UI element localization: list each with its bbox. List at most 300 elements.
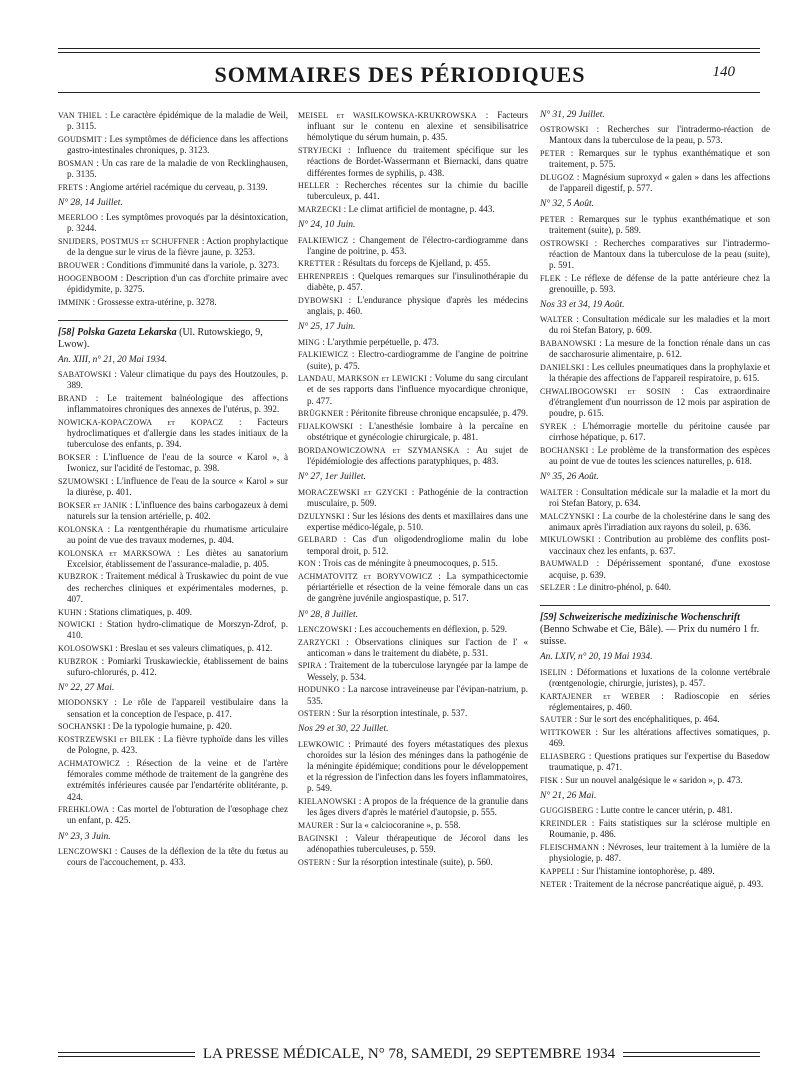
- author-name: DZULYNSKI: [298, 511, 345, 521]
- page-title: SOMMAIRES DES PÉRIODIQUES: [214, 62, 586, 87]
- author-name: ACHMATOWICZ: [58, 758, 121, 768]
- article-title: : Traitement de la nécrose pancréatique aiguë, p. 493.: [569, 878, 764, 889]
- article-entry: [298, 637, 528, 659]
- article-entry: [298, 445, 528, 467]
- journal-number: [59]: [540, 612, 557, 624]
- author-name: SNIJDERS, POSTMUS et SCHUFFNER: [58, 237, 200, 247]
- author-name: SABATOWSKI: [58, 369, 112, 379]
- issue-date: N° 21, 26 Mai.: [540, 791, 597, 802]
- author-name: SELZER: [540, 583, 571, 593]
- author-name: MORACZEWSKI et GZYCKI: [298, 487, 408, 497]
- author-name: BRAND: [58, 393, 88, 403]
- article-entry: [298, 204, 528, 215]
- journal-number: [58]: [58, 326, 75, 338]
- issue-date: N° 27, 1er Juillet.: [298, 472, 366, 483]
- article-entry: [540, 558, 770, 580]
- entry-list: [58, 212, 288, 308]
- author-name: FALKIEWICZ: [298, 350, 349, 360]
- column-2: [298, 110, 528, 869]
- article-entry: [298, 110, 528, 144]
- article-title: : Un cas rare de la maladie de von Recklinghausen, p. 3135.: [67, 157, 288, 180]
- article-entry: [58, 134, 288, 156]
- article-title: : Observations cliniques sur l'action de l' « anticoman » dans le traitement du diabète, p. 531.: [307, 636, 528, 658]
- author-name: OSTROWSKI: [540, 125, 589, 135]
- article-title: : L'endurance physique d'après les médecins anglais, p. 460.: [307, 295, 528, 317]
- author-name: IMMINK: [58, 297, 91, 307]
- article-title: : Consultation médicale sur les maladies et la mort du roi Stefan Batory, p. 609.: [549, 314, 770, 336]
- article-entry: [540, 582, 770, 593]
- article-title: : Les diètes au sanatorium Excelsior, établissement de l'assurance-maladie, p. 405.: [67, 547, 289, 569]
- journal-title: Polska Gazeta Lekarska: [77, 326, 177, 338]
- article-entry: [58, 476, 288, 498]
- article-entry: [58, 607, 288, 618]
- author-name: MEISEL et WASILKOWSKA-KRUKROWSKA: [298, 111, 477, 120]
- author-name: ACHMATOVITZ et BORYVOWICZ: [298, 572, 433, 582]
- author-name: HOOGENBOOM: [58, 273, 118, 283]
- author-name: DANIELSKI: [540, 363, 585, 373]
- article-entry: [58, 110, 288, 132]
- author-name: EHRENPREIS: [298, 272, 349, 282]
- author-name: KOSTRZEWSKI et BILEK: [58, 735, 155, 745]
- article-entry: [298, 487, 528, 509]
- author-name: NETER: [540, 879, 567, 889]
- author-name: BAGINSKI: [298, 833, 338, 843]
- journal-title: Schweizerische medizinische Wochenschrift: [559, 612, 740, 624]
- issue-date: N° 35, 26 Août.: [540, 472, 599, 483]
- entry-list: [298, 337, 528, 468]
- author-name: BOKSER et JANIK: [58, 500, 128, 510]
- author-name: ELIASBERG: [540, 752, 586, 762]
- article-title: : Quelques remarques sur l'insulinothérapie du diabète, p. 457.: [307, 271, 528, 293]
- article-entry: [58, 619, 288, 641]
- article-entry: [58, 260, 288, 271]
- author-name: LANDAU, MARKSON et LEWICKI: [298, 374, 428, 384]
- article-title: : Magnésium suproxyd « galen » dans les affections de l'appareil digestif, p. 577.: [549, 172, 770, 194]
- author-name: FREHKLOWA: [58, 805, 110, 815]
- article-title: : Primauté des foyers métastatiques des plexus choroïdes sur la lésion des méninges dans la pathogénie de la méningite épidémique; conditions pour le développement et la régression de l'infection dans les foyers inflammatoires, p. 549.: [307, 738, 528, 794]
- entry-list: [298, 487, 528, 605]
- article-entry: [58, 236, 288, 258]
- article-title: : Sur les lésions des dents et maxillaires dans une expertise médico-légale, p. 510.: [307, 510, 528, 532]
- article-entry: [540, 511, 770, 533]
- footer-text: LA PRESSE MÉDICALE, N° 78, SAMEDI, 29 SEPTEMBRE 1934: [202, 1046, 616, 1062]
- article-entry: [540, 818, 770, 840]
- entry-list: [540, 214, 770, 295]
- author-name: GOUDSMIT: [58, 134, 102, 144]
- author-name: MEERLOO: [58, 213, 99, 223]
- article-title: : A propos de la fréquence de la granulie dans les âges divers d'après le matériel d'autopsie, p. 555.: [307, 796, 528, 818]
- article-title: : Péritonite fibreuse chronique encapsulée, p. 479.: [345, 408, 528, 419]
- author-name: DYBOWSKI: [298, 296, 343, 306]
- article-title: : Sur la résorption intestinale, p. 537.: [332, 708, 468, 719]
- article-entry: [540, 667, 770, 689]
- author-name: MARZECKI: [298, 205, 342, 215]
- author-name: LEWKOWIC: [298, 739, 345, 749]
- author-name: BOKSER: [58, 452, 91, 462]
- author-name: BROUWER: [58, 260, 100, 270]
- article-title: : La courbe de la cholestérine dans le sang des animaux après l'irradiation aux rayons du soleil, p. 636.: [549, 510, 770, 532]
- author-name: BABANOWSKI: [540, 339, 597, 349]
- issue-date: Nos 29 et 30, 22 Juillet.: [298, 724, 389, 735]
- article-title: : Volume du sang circulant et de ses rapports dans l'influence myocardique chronique, p. 477.: [307, 373, 529, 406]
- article-title: : Electro-cardiogramme de l'angine de poitrine (suite), p. 475.: [307, 349, 528, 371]
- author-name: FALKIEWICZ: [298, 235, 349, 245]
- author-name: KARTAJENER et WEBER: [540, 691, 651, 701]
- author-name: FIJALKOWSKI: [298, 422, 354, 432]
- article-title: : Stations climatiques, p. 409.: [84, 606, 193, 617]
- article-title: : Breslau et ses valeurs climatiques, p. 412.: [115, 643, 273, 654]
- author-name: DLUGOZ: [540, 173, 575, 183]
- article-title: : Valeur climatique du pays des Houtzoules, p. 389.: [67, 368, 288, 391]
- article-title: : Le rôle de l'appareil vestibulaire dans la sensation et la conception de l'espace, p. 417.: [67, 697, 288, 719]
- article-entry: [298, 349, 528, 371]
- author-name: FLEISCHMANN: [540, 842, 600, 852]
- author-name: KUBZROK: [58, 572, 99, 582]
- author-name: WALTER: [540, 487, 573, 497]
- author-name: ISELIN: [540, 667, 567, 677]
- article-title: : Le traitement balnéologique des affections inflammatoires chroniques des annexes de l'utérus, p. 392.: [67, 392, 288, 415]
- author-name: FLEK: [540, 273, 561, 283]
- article-entry: [298, 180, 528, 202]
- article-title: : Recherches récentes sur la chimie du bacille tuberculeux, p. 441.: [307, 180, 529, 202]
- article-title: : Pathogénie de la contraction musculaire, p. 509.: [307, 486, 528, 508]
- article-entry: [58, 158, 288, 180]
- article-entry: [298, 511, 528, 533]
- article-entry: [298, 684, 528, 706]
- author-name: KUBZROK: [58, 656, 99, 666]
- author-name: NOWICKI: [58, 620, 95, 630]
- article-entry: [58, 297, 288, 308]
- article-title: : Recherches comparatives sur l'intradermo-réaction de Mantoux dans la tuberculose de la peau (suite), p. 591.: [549, 237, 770, 270]
- author-name: SZUMOWSKI: [58, 476, 109, 486]
- article-title: : Questions pratiques sur l'expertise du Basedow traumatique, p. 471.: [549, 751, 770, 773]
- author-name: OSTERN: [298, 857, 331, 867]
- entry-list: [58, 846, 288, 868]
- article-entry: [540, 842, 770, 864]
- author-name: SYREK: [540, 422, 568, 432]
- article-title: : L'influence des bains carbogazeux à demi naturels sur la tension artérielle, p. 402.: [67, 499, 288, 521]
- article-entry: [58, 548, 288, 570]
- article-title: : Facteurs influant sur le contenu en alexine et sensibilisatrice hémolytique du sérum humain, p. 435.: [307, 110, 528, 143]
- author-name: BRÜGKNER: [298, 409, 344, 419]
- author-name: OSTROWSKI: [540, 238, 589, 248]
- article-title: : L'influence de l'eau de la source « Karol » sur la diurèse, p. 401.: [67, 475, 288, 497]
- article-entry: [540, 445, 770, 467]
- author-name: LENCZOWSKI: [58, 846, 112, 856]
- author-name: HODUNKO: [298, 685, 340, 695]
- article-title: : Cas mortel de l'obturation de l'œsophage chez un enfant, p. 425.: [67, 804, 288, 826]
- entry-list: [58, 697, 288, 826]
- entry-list: [540, 124, 770, 194]
- author-name: KOLOSOWSKI: [58, 644, 113, 654]
- article-entry: [58, 656, 288, 678]
- author-name: KAPPELI: [540, 866, 575, 876]
- author-name: GUGGISBERG: [540, 806, 594, 816]
- article-title: : Névroses, leur traitement à la lumière de la physiologie, p. 487.: [549, 841, 770, 864]
- article-title: : Le climat artificiel de montagne, p. 443.: [343, 204, 495, 215]
- article-entry: [298, 558, 528, 569]
- article-title: : Action prophylactique de la dengue sur le virus de la fièvre jaune, p. 3253.: [67, 236, 288, 258]
- article-entry: [298, 796, 528, 818]
- page-number: 140: [712, 64, 735, 80]
- article-title: : Les cellules pneumatiques dans la prophylaxie et la thérapie des affections de l'appareil respiratoire, p. 615.: [549, 362, 770, 384]
- issue-date: Nos 33 et 34, 19 Août.: [540, 300, 625, 311]
- article-title: : La mesure de la fonction rénale dans un cas de saccharosurie alimentaire, p. 612.: [549, 338, 771, 360]
- article-title: : Sur les altérations affectives somatiques, p. 469.: [549, 727, 771, 749]
- article-title: : La sympathicectomie périartérielle et résection de la veine fémorale dans un cas de gangrène juvénile angiospastique, p. 517.: [307, 571, 528, 604]
- author-name: KREINDLER: [540, 819, 588, 829]
- entry-list: [298, 235, 528, 318]
- author-name: SOCHANSKI: [58, 722, 106, 732]
- article-entry: [298, 833, 528, 855]
- article-entry: [540, 214, 770, 236]
- article-entry: [58, 452, 288, 474]
- issue-date: N° 23, 3 Juin.: [58, 831, 111, 842]
- article-title: : Contribution au problème des conflits post-vaccinaux chez les enfants, p. 637.: [549, 534, 770, 556]
- article-entry: [298, 145, 528, 179]
- article-entry: [58, 804, 288, 826]
- author-name: WITTKOWER: [540, 728, 592, 738]
- issue-date: N° 31, 29 Juillet.: [540, 110, 605, 120]
- article-entry: [540, 805, 770, 816]
- entry-list: [298, 624, 528, 720]
- article-entry: [540, 238, 770, 272]
- article-entry: [58, 846, 288, 868]
- author-name: MIODONSKY: [58, 698, 109, 708]
- article-title: : Les symptômes provoqués par la désintoxication, p. 3244.: [67, 212, 289, 234]
- author-name: ZARZYCKI: [298, 637, 341, 647]
- article-title: : Influence du traitement spécifique sur les réactions de Bordet-Wassermann et Biernacki, dans quatre différentes formes de syphilis, p. 438.: [307, 145, 528, 178]
- article-title: : L'influence de l'eau de la source « Karol », à Iwonicz, sur l'acidité de l'estomac, p. 398.: [67, 451, 289, 474]
- volume-line: An. LXIV, n° 20, 19 Mai 1934.: [540, 652, 653, 663]
- article-title: : Trois cas de méningite à pneumocoques, p. 515.: [318, 558, 498, 569]
- entry-list: [540, 487, 770, 594]
- article-title: : Pomiarki Truskawieckie, établissement de bains sufuro-chlorurés, p. 412.: [67, 655, 288, 678]
- author-name: FISK: [540, 775, 559, 785]
- article-title: : Résultats du forceps de Kjelland, p. 455.: [337, 258, 491, 269]
- article-entry: [58, 417, 288, 451]
- article-title: : Grossesse extra-utérine, p. 3278.: [92, 296, 217, 307]
- article-entry: [298, 295, 528, 317]
- issue-date: N° 28, 8 Juillet.: [298, 609, 359, 620]
- article-entry: [298, 739, 528, 795]
- article-title: : Consultation médicale sur la maladie et la mort du roi Stefan Batory, p. 634.: [549, 486, 771, 508]
- article-title: : L'anesthésie lombaire à la percaïne en obstétrique et gynécologie chirurgicale, p. 481.: [307, 421, 529, 443]
- issue-date: N° 25, 17 Juin.: [298, 322, 356, 333]
- author-name: BOCHANSKI: [540, 445, 589, 455]
- entry-list: [540, 314, 770, 467]
- article-entry: [540, 714, 770, 725]
- author-name: BORDANOWICZOWNA et SZYMANSKA: [298, 445, 460, 455]
- article-entry: [540, 487, 770, 509]
- footer-rule-left: [58, 1052, 195, 1057]
- article-entry: [298, 235, 528, 257]
- article-title: : Déformations et luxations de la colonne vertébrale (rœntgenologie, chirurgie, juristes), p. 457.: [549, 666, 770, 688]
- article-title: : Valeur thérapeutique de Jécorol dans les adénopathies tuberculeuses, p. 559.: [307, 832, 528, 854]
- header-top-rule: [58, 48, 760, 53]
- article-title: : L'arythmie perpétuelle, p. 473.: [322, 336, 439, 347]
- article-title: : Sur l'histamine iontophorèse, p. 489.: [576, 865, 715, 876]
- author-name: KRETTER: [298, 259, 336, 269]
- article-entry: [540, 362, 770, 384]
- author-name: SAUTER: [540, 715, 573, 725]
- author-name: MIKULOWSKI: [540, 535, 595, 545]
- article-entry: [58, 273, 288, 295]
- page-footer: [58, 1046, 760, 1063]
- issue-date: N° 22, 27 Mai.: [58, 683, 115, 694]
- article-title: : Lutte contre le cancer utérin, p. 481.: [595, 805, 733, 816]
- article-title: : Remarques sur le typhus exanthématique et son traitement, p. 575.: [549, 148, 771, 170]
- author-name: KON: [298, 559, 316, 569]
- article-entry: [298, 271, 528, 293]
- article-entry: [58, 500, 288, 522]
- article-entry: [540, 172, 770, 194]
- article-entry: [58, 643, 288, 654]
- article-title: : Description d'un cas d'orchite primaire avec épididymite, p. 3275.: [67, 272, 288, 294]
- article-title: : Résection de la veine et de l'artère fémorales comme méthode de traitement de la gangrène des extrémités inférieures causée par l'endartérite oblitérante, p. 424.: [67, 757, 288, 802]
- author-name: LENCZOWSKI: [298, 624, 352, 634]
- article-entry: [540, 879, 770, 890]
- column-3: [540, 110, 770, 891]
- article-entry: [540, 775, 770, 786]
- author-name: KOLONSKA et MARKSOWA: [58, 548, 172, 558]
- entry-list: [540, 667, 770, 787]
- author-name: MAURER: [298, 821, 334, 831]
- article-entry: [540, 751, 770, 773]
- article-title: : Cas d'un oligodendrogliome malin du lobe temporal droit, p. 512.: [307, 534, 528, 556]
- author-name: KOLONSKA: [58, 524, 104, 534]
- article-entry: [540, 727, 770, 749]
- column-1: [58, 110, 288, 870]
- article-title: : Le dinitro-phénol, p. 640.: [572, 582, 672, 593]
- author-name: HELLER: [298, 181, 330, 191]
- article-title: : Conditions d'immunité dans la variole, p. 3273.: [101, 259, 280, 270]
- article-title: : Traitement de la tuberculose laryngée par la lampe de Wessely, p. 534.: [307, 660, 528, 682]
- article-entry: [540, 534, 770, 556]
- author-name: VAN THIEL: [58, 111, 102, 120]
- author-name: FRETS: [58, 182, 84, 192]
- article-entry: [58, 721, 288, 732]
- article-entry: [58, 212, 288, 234]
- article-title: : L'hémorragie mortelle du péritoine causée par cirrhose hépatique, p. 617.: [549, 421, 770, 443]
- article-title: : Facteurs hydroclimatiques et d'allergie dans les stades initiaux de la tuberculose des enfants, p. 394.: [67, 416, 289, 450]
- author-name: GELBARD: [298, 535, 338, 545]
- author-name: PETER: [540, 149, 566, 159]
- article-entry: [540, 314, 770, 336]
- article-entry: [540, 273, 770, 295]
- article-entry: [298, 421, 528, 443]
- article-title: : Traitement médical à Truskawiec du point de vue des recherches cliniques et expérimentales modernes, p. 407.: [67, 571, 288, 604]
- author-name: OSTERN: [298, 709, 331, 719]
- article-entry: [540, 124, 770, 146]
- article-entry: [298, 857, 528, 868]
- footer-rule-right: [623, 1052, 760, 1057]
- article-entry: [298, 660, 528, 682]
- article-title: : Sur la résorption intestinale (suite), p. 560.: [332, 856, 493, 867]
- article-title: : Le problème de la transformation des espèces au point de vue de toutes les sciences naturelles, p. 618.: [549, 444, 770, 467]
- article-title: : De la typologie humaine, p. 420.: [107, 721, 232, 732]
- article-entry: [58, 758, 288, 803]
- entry-list: [298, 110, 528, 215]
- article-title: : Faits statistiques sur la sclérose multiple en Roumanie, p. 486.: [549, 818, 770, 840]
- author-name: PETER: [540, 214, 566, 224]
- article-title: : Les accouchements en déflexion, p. 529.: [354, 623, 508, 634]
- author-name: BAUMWALD: [540, 559, 589, 569]
- article-entry: [58, 571, 288, 605]
- article-entry: [298, 408, 528, 419]
- article-entry: [298, 534, 528, 556]
- article-entry: [58, 697, 288, 719]
- article-entry: [58, 182, 288, 193]
- article-title: : La fièvre typhoïde dans les villes de Pologne, p. 423.: [67, 734, 288, 756]
- header-bottom-rule: [58, 92, 760, 93]
- article-entry: [58, 393, 288, 415]
- journal-section-58: [58, 320, 288, 351]
- entry-list: [58, 369, 288, 678]
- article-entry: [298, 373, 528, 407]
- article-title: : La narcose intraveineuse par l'évipan-natrium, p. 535.: [307, 684, 528, 706]
- article-title: : Sur le sort des encéphalitiques, p. 464.: [574, 714, 720, 725]
- article-entry: [58, 369, 288, 391]
- article-title: : Radioscopie en séries réglementaires, p. 460.: [549, 690, 771, 712]
- article-title: : Causes de la déflexion de la tête du fœtus au cours de l'accouchement, p. 433.: [67, 845, 288, 868]
- author-name: MALCZYNSKI: [540, 511, 595, 521]
- author-name: NOWICKA-KOPACZOWA et KOPACZ: [58, 417, 224, 427]
- author-name: MING: [298, 337, 321, 347]
- issue-date: N° 32, 5 Août.: [540, 199, 595, 210]
- author-name: BOSMAN: [58, 158, 94, 168]
- article-title: : Au sujet de l'épidémiologie des affections paratyphiques, p. 483.: [307, 444, 528, 467]
- article-title: : Angiome artériel racémique du cerveau, p. 3139.: [85, 181, 268, 192]
- author-name: WALTER: [540, 315, 573, 325]
- article-entry: [298, 624, 528, 635]
- article-title: : Le caractère épidémique de la maladie de Weil, p. 3115.: [67, 110, 289, 132]
- article-title: : La rœntgenthérapie du rhumatisme articulaire au point de vue des travaux modernes, p. 404.: [67, 523, 289, 545]
- author-name: KUHN: [58, 607, 82, 617]
- issue-date: N° 24, 10 Juin.: [298, 220, 356, 231]
- article-entry: [58, 524, 288, 546]
- article-entry: [298, 708, 528, 719]
- author-name: SPIRA: [298, 661, 322, 671]
- entry-list: [58, 110, 288, 193]
- journal-address: (Benno Schwabe et Cie, Bâle). — Prix du numéro 1 fr. suisse.: [540, 624, 760, 648]
- article-entry: [540, 338, 770, 360]
- article-entry: [298, 337, 528, 348]
- article-title: : Cas extraordinaire d'étranglement d'un nourrisson de 12 mois par aspiration de poudre, p. 615.: [549, 385, 770, 419]
- article-title: : Remarques sur le typhus exanthématique et son traitement (suite), p. 589.: [549, 213, 771, 235]
- article-title: : Station hydro-climatique de Morszyn-Zdrof, p. 410.: [67, 619, 288, 641]
- article-title: : Les symptômes de déficience dans les affections gastro-intestinales chroniques, p. 3123.: [67, 133, 288, 156]
- article-entry: [540, 866, 770, 877]
- article-title: : Changement de l'électro-cardiogramme dans l'angine de poitrine, p. 453.: [307, 234, 529, 256]
- article-entry: [58, 734, 288, 756]
- article-entry: [540, 691, 770, 713]
- article-title: : Recherches sur l'intradermo-réaction de Mantoux dans la tuberculose de la peau, p. 573.: [549, 124, 770, 146]
- author-name: CHWALIBOGOWSKI et SOSIN: [540, 386, 671, 396]
- author-name: KIELANOWSKI: [298, 797, 357, 807]
- article-entry: [540, 148, 770, 170]
- article-title: : Le réflexe de défense de la patte antérieure chez la grenouille, p. 593.: [549, 272, 770, 294]
- author-name: STRYJECKI: [298, 146, 342, 156]
- volume-line: An. XIII, n° 21, 20 Mai 1934.: [58, 354, 168, 365]
- entry-list: [540, 805, 770, 889]
- article-entry: [540, 386, 770, 420]
- article-entry: [298, 258, 528, 269]
- journal-address: (Ul. Rutowskiego, 9, Lwow).: [58, 326, 263, 350]
- article-title: : Sur la « calciocoranine », p. 558.: [335, 820, 461, 831]
- article-entry: [540, 421, 770, 443]
- issue-date: N° 28, 14 Juillet.: [58, 197, 123, 208]
